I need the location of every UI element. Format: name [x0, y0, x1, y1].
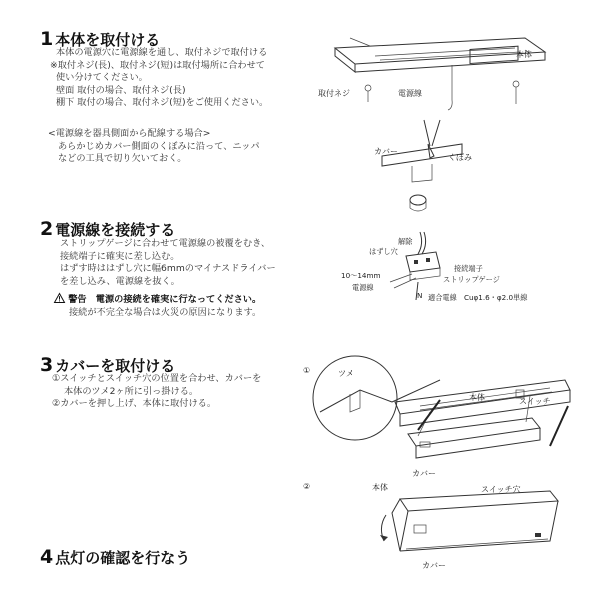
step4-heading — [40, 546, 190, 568]
step3-label-circle-2: ② — [303, 482, 311, 491]
step3-label-circle-1: ① — [303, 366, 311, 375]
step1-side-line-2: などの工具で切り欠いておく。 — [58, 153, 187, 165]
step2-warning — [54, 293, 261, 319]
step1-line-3: 使い分けてください。 — [56, 72, 148, 84]
step3-label-claw: ツメ — [338, 369, 354, 378]
step1-line-2: ※取付ネジ(長)、取付ネジ(短)は取付場所に合わせて — [50, 59, 265, 71]
step2-warning-text: 警告 電源の接続を確実に行なってください。 — [68, 294, 262, 305]
step3-label-body-2: 本体 — [372, 483, 388, 492]
step2-label-wire: 電源線 — [352, 283, 374, 292]
step2-label-n: N — [417, 291, 423, 300]
step2-line-4: を差し込み、電源線を抜く。 — [60, 275, 180, 287]
step2-title: 電源線を接続する — [55, 221, 176, 239]
step1-fixture-illustration — [320, 30, 570, 120]
step3-label-cover: カバー — [412, 469, 436, 478]
step1-side-title: <電源線を器具側面から配線する場合> — [48, 128, 211, 139]
step2-number: 2 — [40, 218, 54, 240]
step1-line-5: 棚下 取付の場合、取付ネジ(短)をご使用ください。 — [56, 97, 269, 109]
step1-label-recess: くぼみ — [448, 153, 472, 162]
step4-title: 点灯の確認を行なう — [55, 549, 191, 567]
step2-warning-sub: 接続が不完全な場合は火災の原因になります。 — [69, 306, 262, 318]
step3-line-1: ①スイッチとスイッチ穴の位置を合わせ、カバーを — [52, 373, 262, 384]
step1-side-wiring-note — [48, 128, 260, 166]
step1-instructions — [50, 47, 269, 110]
step1-label-cover: カバー — [374, 147, 398, 156]
step2-line-3: はずす時ははずし穴に幅6mmのマイナスドライバー — [60, 263, 276, 275]
step1-title: 本体を取付ける — [55, 31, 161, 49]
step3-number: 3 — [40, 354, 54, 376]
step2-label-release-hole: はずし穴 — [369, 247, 398, 256]
step3-cover-push-illustration — [370, 485, 570, 575]
step3-instructions — [52, 373, 261, 411]
step1-label-power-wire: 電源線 — [398, 89, 422, 98]
step1-line-4: 壁面 取付の場合、取付ネジ(長) — [56, 84, 186, 96]
step1-label-body: 本体 — [516, 50, 532, 59]
step1-label-screw: 取付ネジ — [318, 89, 350, 98]
step3-label-body: 本体 — [469, 393, 485, 402]
step3-line-3: ②カバーを押し上げ、本体に取付ける。 — [52, 398, 217, 410]
step3-label-cover-2: カバー — [422, 561, 446, 570]
step3-title: カバーを取付ける — [55, 357, 176, 375]
step1-side-line-1: あらかじめカバー側面のくぼみに沿って、ニッパ — [58, 140, 260, 152]
step2-line-1: ストリップゲージに合わせて電源線の被覆をむき、 — [60, 238, 271, 249]
step2-instructions — [60, 238, 276, 288]
step2-label-applicable: 適合電線 Cuφ1.6・φ2.0単線 — [428, 293, 528, 302]
step2-heading — [40, 218, 175, 240]
step2-label-strip-gauge: ストリップゲージ — [443, 275, 500, 284]
step1-number: 1 — [40, 28, 54, 50]
step2-label-release: 解除 — [398, 237, 413, 246]
step2-line-2: 接続端子に確実に差し込む。 — [60, 250, 180, 262]
step3-label-switch: スイッチ — [519, 397, 551, 406]
step1-cover-recess-illustration — [372, 120, 472, 215]
step2-label-terminal: 接続端子 — [454, 264, 483, 273]
step4-number: 4 — [40, 546, 54, 568]
step3-label-switch-hole: スイッチ穴 — [481, 485, 521, 494]
step1-line-1: 本体の電源穴に電源線を通し、取付ネジで取付ける — [56, 47, 268, 58]
warning-triangle-icon — [54, 293, 65, 303]
step3-line-2: 本体のツメ2ヶ所に引っ掛ける。 — [64, 385, 199, 397]
step2-label-length: 10～14mm — [341, 271, 381, 280]
